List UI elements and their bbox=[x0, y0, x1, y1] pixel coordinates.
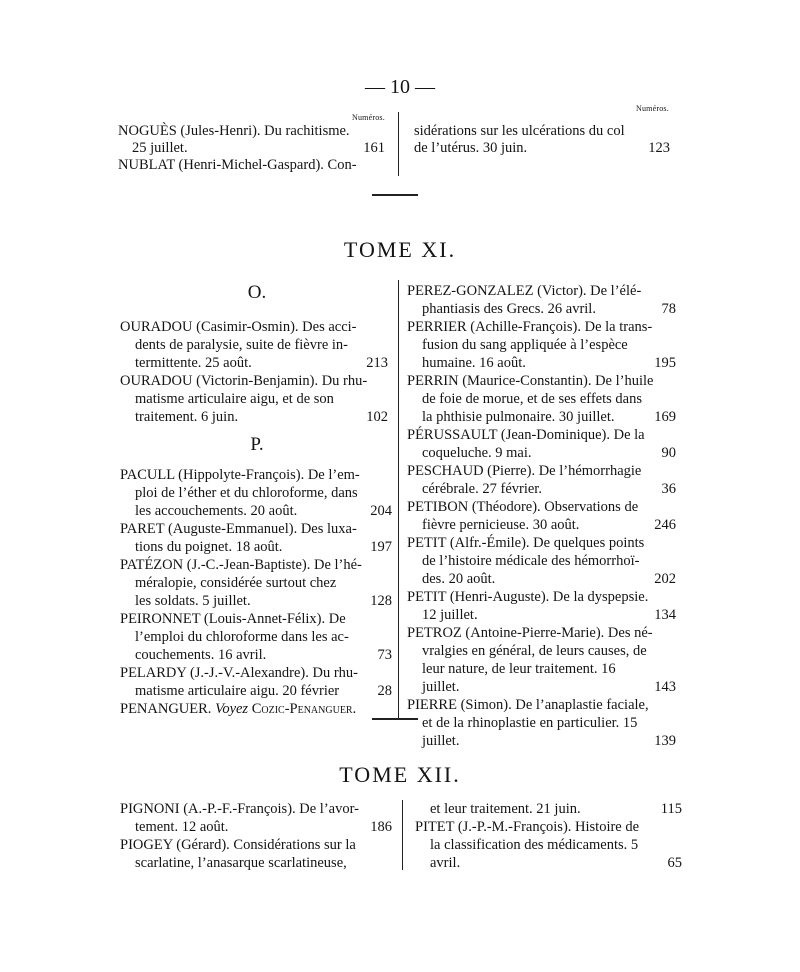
entry-line: PERRIER (Achille-François). De la trans- bbox=[407, 319, 653, 335]
tome-xii-title: TOME XII. bbox=[339, 762, 461, 787]
entry-number: 65 bbox=[667, 855, 682, 871]
entry-line: tions du poignet. 18 août. bbox=[135, 539, 283, 555]
entry-line: la phthisie pulmonaire. 30 juillet. bbox=[422, 409, 615, 425]
entry-line: matisme articulaire aigu. 20 février bbox=[135, 683, 340, 699]
letter-heading-o: O. bbox=[247, 282, 267, 303]
entry-line: PETIBON (Théodore). Observations de bbox=[407, 499, 639, 515]
entry-line: dents de paralysie, suite de fièvre in- bbox=[135, 337, 348, 353]
letter-heading-p: P. bbox=[250, 434, 264, 455]
entry-number: 246 bbox=[654, 517, 676, 533]
entry-line: PEREZ-GONZALEZ (Victor). De l’élé- bbox=[407, 283, 642, 299]
entry-line: et de la rhinoplastie en particulier. 15 bbox=[422, 715, 638, 731]
entry-line: PITET (J.-P.-M.-François). Histoire de bbox=[415, 819, 640, 835]
entry-number: 90 bbox=[661, 445, 676, 461]
column-divider bbox=[398, 112, 399, 176]
entry-number: 161 bbox=[363, 140, 385, 156]
entry-line: matisme articulaire aigu, et de son bbox=[135, 391, 334, 407]
entry-line: les accouchements. 20 août. bbox=[135, 503, 298, 519]
entry-number: 204 bbox=[370, 503, 392, 519]
entry-line: ploi de l’éther et du chloroforme, dans bbox=[135, 485, 358, 501]
cross-reference-line bbox=[120, 700, 356, 718]
entry-number: 36 bbox=[661, 481, 676, 497]
entry-number: 186 bbox=[370, 819, 392, 835]
entry-line: OURADOU (Victorin-Benjamin). Du rhu- bbox=[120, 373, 368, 389]
entry-line: fusion du sang appliquée à l’espèce bbox=[422, 337, 628, 353]
entry-line: PEIRONNET (Louis-Annet-Félix). De bbox=[120, 611, 346, 627]
entry-line: PETROZ (Antoine-Pierre-Marie). Des né- bbox=[407, 625, 653, 641]
entry-number: 213 bbox=[366, 355, 388, 371]
entry-line: PIERRE (Simon). De l’anaplastie faciale, bbox=[407, 697, 649, 713]
entry-number: 73 bbox=[377, 647, 392, 663]
entry-line: PETIT (Alfr.-Émile). De quelques points bbox=[407, 535, 645, 551]
entry-line: de foie de morue, et de ses effets dans bbox=[422, 391, 642, 407]
entry-number: 28 bbox=[377, 683, 392, 699]
entry-line: PELARDY (J.-J.-V.-Alexandre). Du rhu- bbox=[120, 665, 358, 681]
entry-line: des. 20 août. bbox=[422, 571, 496, 587]
numeros-label-left: Numéros. bbox=[352, 113, 385, 122]
cross-reference-name: PENANGUER. bbox=[120, 701, 212, 717]
entry-line: avril. bbox=[430, 855, 461, 871]
entry-line: phantiasis des Grecs. 26 avril. bbox=[422, 301, 596, 317]
entry-line: 25 juillet. bbox=[132, 140, 188, 156]
entry-number: 197 bbox=[370, 539, 392, 555]
column-divider bbox=[402, 800, 403, 870]
entry-line: humaine. 16 août. bbox=[422, 355, 526, 371]
entry-number: 128 bbox=[370, 593, 392, 609]
entry-line: PIOGEY (Gérard). Considérations sur la bbox=[120, 837, 356, 853]
entry-line: juillet. bbox=[422, 733, 460, 749]
entry-line: sidérations sur les ulcérations du col bbox=[414, 123, 625, 139]
entry-line: couchements. 16 avril. bbox=[135, 647, 267, 663]
page-number: — 10 — bbox=[365, 76, 435, 98]
entry-line: PÉRUSSAULT (Jean-Dominique). De la bbox=[407, 427, 645, 443]
entry-line: vralgies en général, de leurs causes, de bbox=[422, 643, 647, 659]
entry-line: l’emploi du chloroforme dans les ac- bbox=[135, 629, 349, 645]
entry-number: 139 bbox=[654, 733, 676, 749]
entry-number: 134 bbox=[654, 607, 676, 623]
entry-number: 115 bbox=[660, 801, 682, 817]
section-rule bbox=[372, 194, 418, 196]
entry-number: 102 bbox=[366, 409, 388, 425]
entry-number: 195 bbox=[654, 355, 676, 371]
entry-line: de l’histoire médicale des hémorrhoï- bbox=[422, 553, 640, 569]
entry-line: 12 juillet. bbox=[422, 607, 478, 623]
column-divider bbox=[398, 280, 399, 720]
entry-number: 78 bbox=[661, 301, 676, 317]
entry-number: 123 bbox=[648, 140, 670, 156]
entry-line: PETIT (Henri-Auguste). De la dyspepsie. bbox=[407, 589, 649, 605]
entry-line: et leur traitement. 21 juin. bbox=[430, 801, 581, 817]
entry-line: NUBLAT (Henri-Michel-Gaspard). Con- bbox=[118, 157, 357, 173]
entry-line: OURADOU (Casimir-Osmin). Des acci- bbox=[120, 319, 357, 335]
entry-line: méralopie, considérée surtout chez bbox=[135, 575, 337, 591]
entry-line: tement. 12 août. bbox=[135, 819, 229, 835]
entry-line: cérébrale. 27 février. bbox=[422, 481, 542, 497]
entry-line: PATÉZON (J.-C.-Jean-Baptiste). De l’hé- bbox=[120, 557, 362, 573]
entry-line: NOGUÈS (Jules-Henri). Du rachitisme. bbox=[118, 123, 350, 139]
entry-line: PESCHAUD (Pierre). De l’hémorrhagie bbox=[407, 463, 642, 479]
entry-line: coqueluche. 9 mai. bbox=[422, 445, 532, 461]
entry-line: fièvre pernicieuse. 30 août. bbox=[422, 517, 580, 533]
numeros-label-right: Numéros. bbox=[636, 104, 669, 113]
entry-line: PERRIN (Maurice-Constantin). De l’huile bbox=[407, 373, 654, 389]
entry-line: traitement. 6 juin. bbox=[135, 409, 239, 425]
tome-xi-title: TOME XI. bbox=[343, 237, 457, 262]
section-rule bbox=[372, 718, 418, 720]
entry-line: PACULL (Hippolyte-François). De l’em- bbox=[120, 467, 360, 483]
entry-line: les soldats. 5 juillet. bbox=[135, 593, 251, 609]
cross-reference-target: Cozic-Penanguer. bbox=[251, 701, 357, 717]
entry-number: 143 bbox=[654, 679, 676, 695]
entry-line: PARET (Auguste-Emmanuel). Des luxa- bbox=[120, 521, 357, 537]
entry-number: 202 bbox=[654, 571, 676, 587]
entry-number: 169 bbox=[654, 409, 676, 425]
entry-line: la classification des médicaments. 5 bbox=[430, 837, 639, 853]
entry-line: leur nature, de leur traitement. 16 bbox=[422, 661, 616, 677]
entry-line: PIGNONI (A.-P.-F.-François). De l’avor- bbox=[120, 801, 359, 817]
entry-line: de l’utérus. 30 juin. bbox=[414, 140, 528, 156]
cross-reference-voyez: Voyez bbox=[215, 701, 249, 717]
entry-line: termittente. 25 août. bbox=[135, 355, 252, 371]
entry-line: juillet. bbox=[422, 679, 460, 695]
entry-line: scarlatine, l’anasarque scarlatineuse, bbox=[135, 855, 347, 871]
